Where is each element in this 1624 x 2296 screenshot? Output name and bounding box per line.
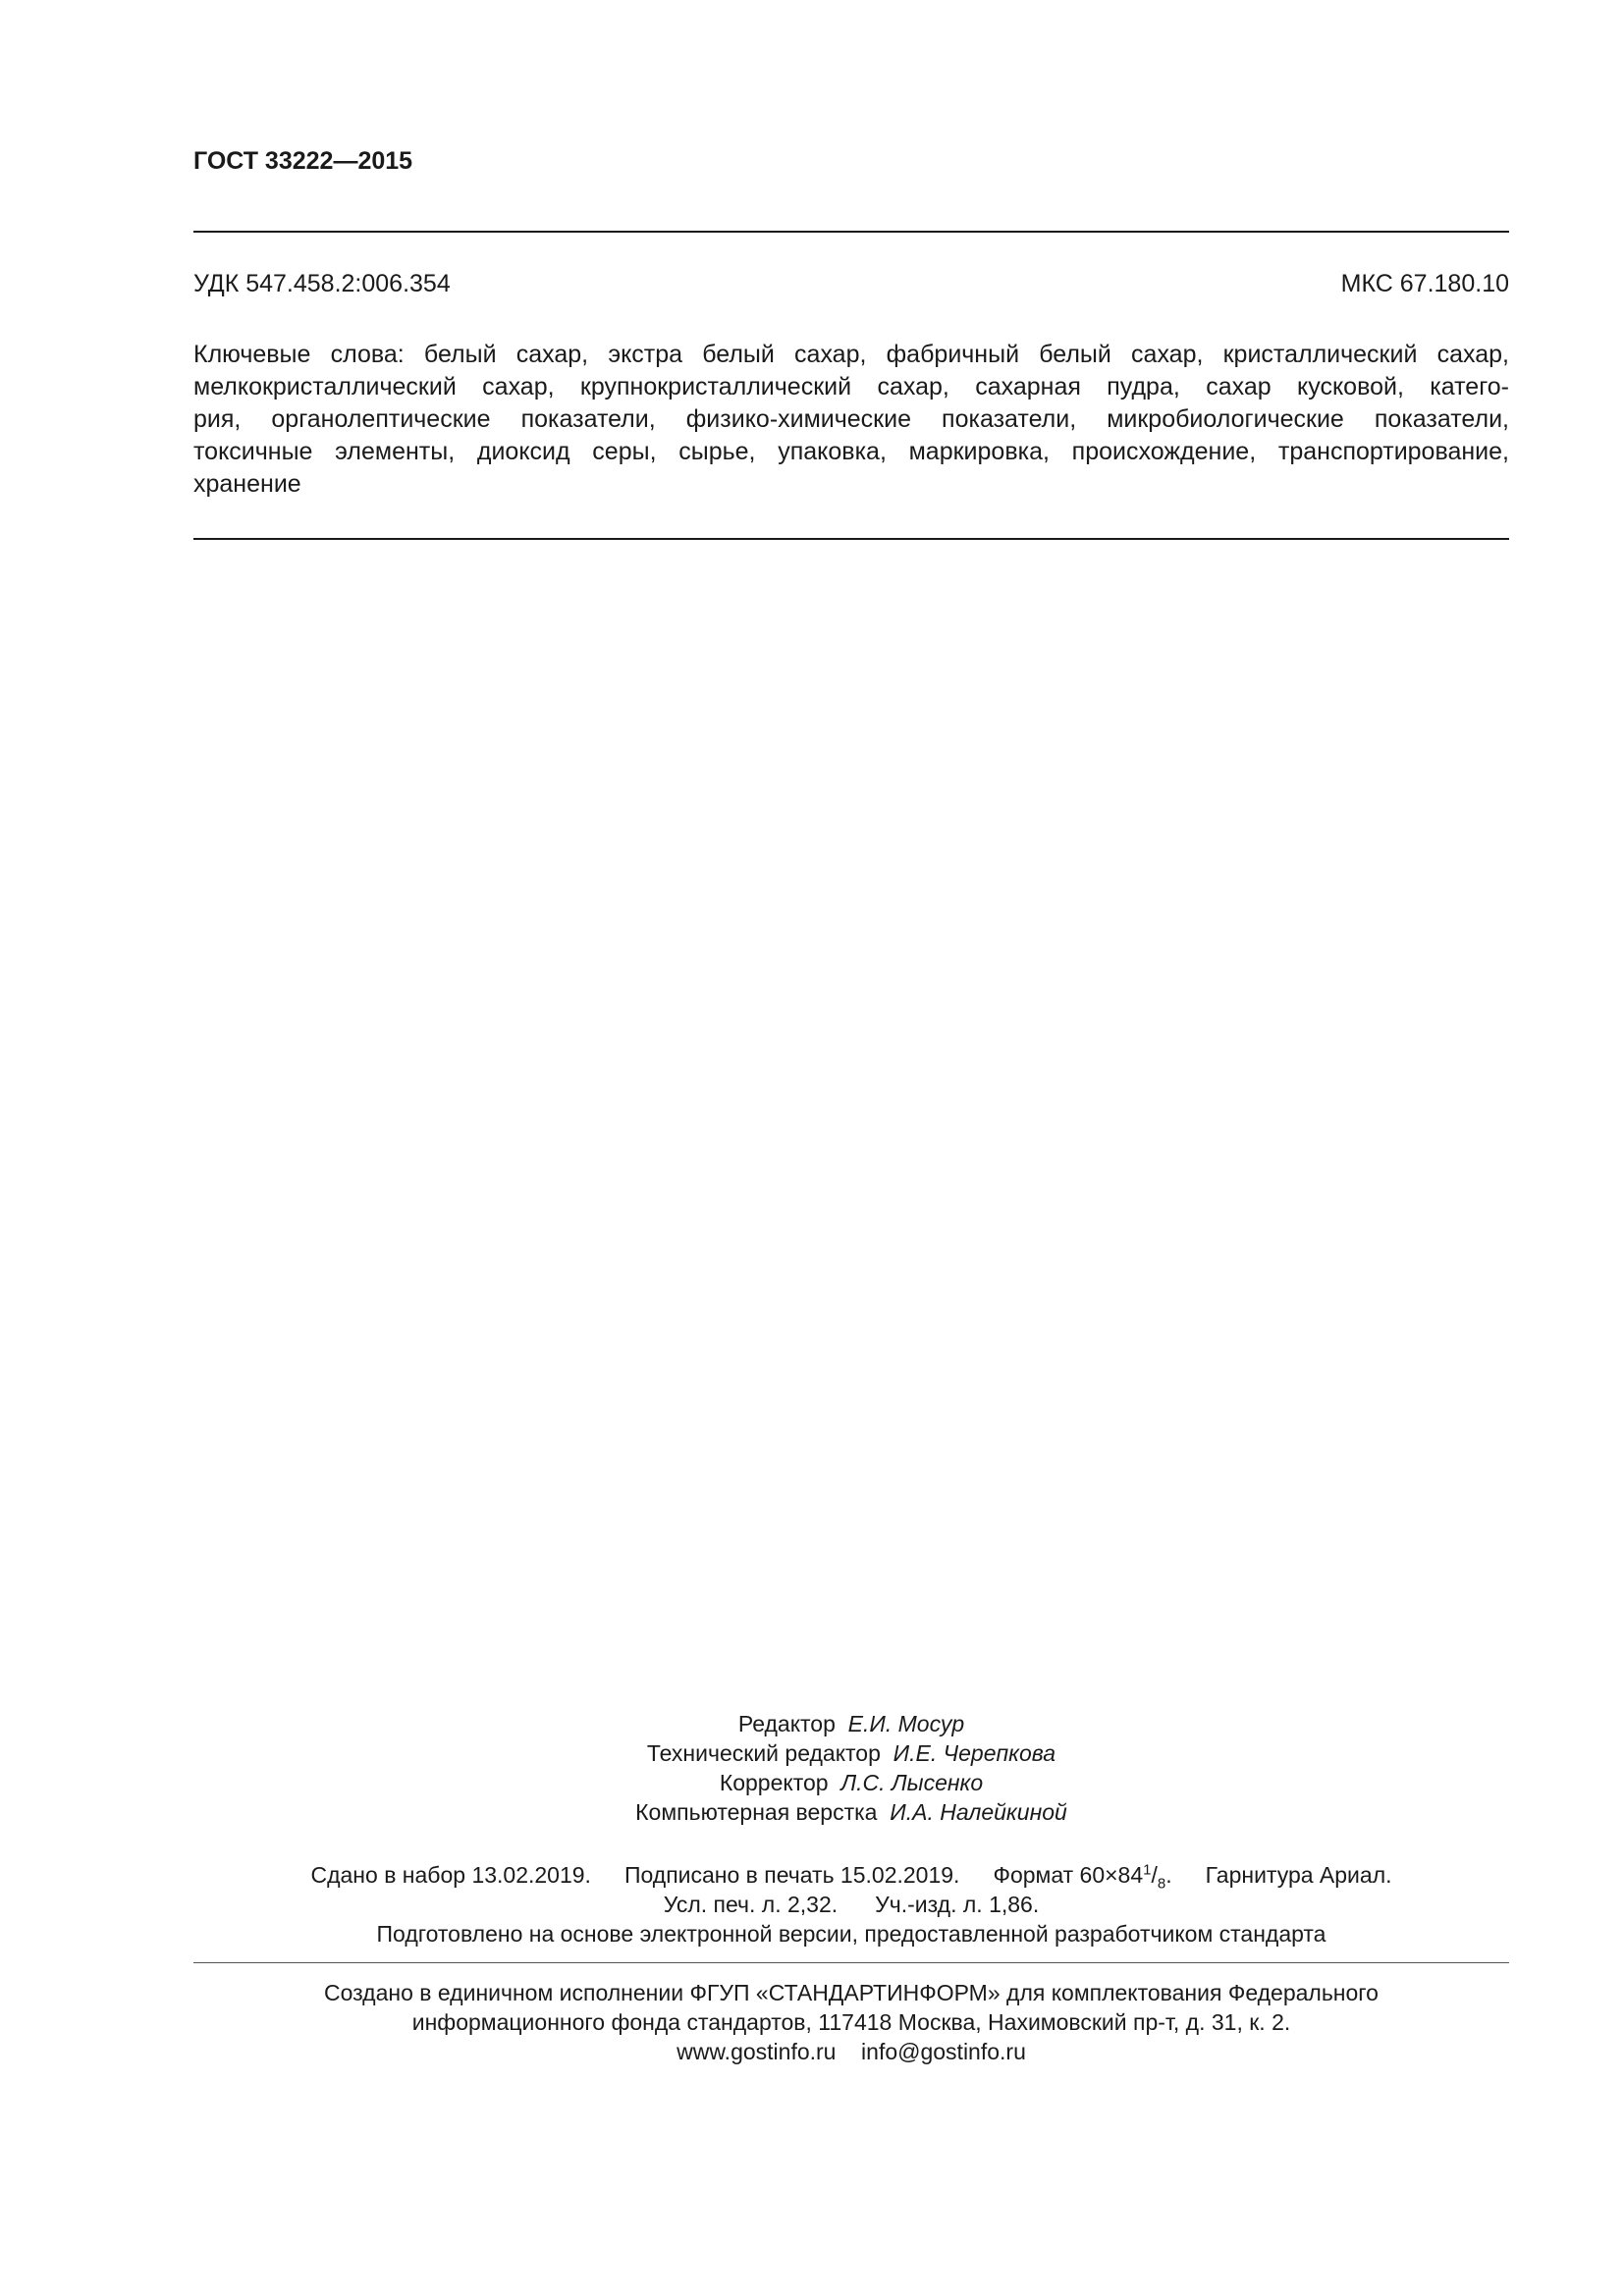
credit-name: Е.И. Мосур: [847, 1711, 965, 1736]
footer-contacts: [193, 2037, 1509, 2066]
typeset-date: Сдано в набор 13.02.2019.: [310, 1862, 591, 1888]
print-sheets: Усл. печ. л. 2,32.: [663, 1892, 839, 1917]
website-link[interactable]: www.gostinfo.ru: [677, 2039, 837, 2064]
credit-tech-editor: [193, 1738, 1509, 1768]
credit-editor: [193, 1709, 1509, 1738]
keywords-line: рия, органолептические показатели, физико-химические показатели, микробиологические показатели,: [193, 405, 1509, 433]
udc-code: УДК 547.458.2:006.354: [193, 270, 451, 297]
document-code: ГОСТ 33222—2015: [193, 147, 413, 175]
footer-block: [193, 1978, 1509, 2066]
paper-format: Формат $60\times 84^1/_8$.: [993, 1861, 1172, 1893]
credit-role: Компьютерная верстка: [635, 1799, 878, 1825]
credit-corrector: [193, 1768, 1509, 1797]
signed-date: Подписано в печать 15.02.2019.: [623, 1862, 960, 1888]
publishing-line-1: [193, 1860, 1509, 1893]
keywords-line: Ключевые слова: белый сахар, экстра белый сахар, фабричный белый сахар, кристаллический сахар,: [193, 341, 1509, 368]
credit-layout: [193, 1797, 1509, 1827]
prepared-note: Подготовлено на основе электронной версии, предоставленной разработчиком стандарта: [376, 1921, 1326, 1947]
publishing-line-2: [193, 1890, 1509, 1919]
credit-role: Технический редактор: [646, 1740, 881, 1766]
typeface: Гарнитура Ариал.: [1205, 1862, 1392, 1888]
publishing-info: [193, 1860, 1509, 1949]
keywords-line: токсичные элементы, диоксид серы, сырье, упаковка, маркировка, происхождение, транспортирование,: [193, 438, 1509, 465]
credit-name: И.Е. Черепкова: [893, 1740, 1056, 1766]
top-divider: [193, 231, 1509, 233]
credit-name: И.А. Налейкиной: [890, 1799, 1067, 1825]
footer-divider: [193, 1962, 1509, 1963]
credit-name: Л.С. Лысенко: [840, 1770, 984, 1795]
credits-block: [193, 1709, 1509, 1827]
footer-line-2: информационного фонда стандартов, 117418 Москва, Нахимовский пр-т, д. 31, к. 2.: [411, 2009, 1291, 2035]
credit-role: Корректор: [719, 1770, 829, 1795]
keywords-paragraph: [193, 339, 1509, 501]
keywords-line: хранение: [193, 470, 301, 498]
email-link[interactable]: info@gostinfo.ru: [861, 2039, 1026, 2064]
mks-code: МКС 67.180.10: [1340, 270, 1509, 297]
edition-sheets: Уч.-изд. л. 1,86.: [875, 1892, 1040, 1917]
credit-role: Редактор: [737, 1711, 836, 1736]
footer-line-1: Создано в единичном исполнении ФГУП «СТАНДАРТИНФОРМ» для комплектования Федерального: [324, 1980, 1379, 2005]
keywords-divider: [193, 538, 1509, 540]
keywords-line: мелкокристаллический сахар, крупнокристаллический сахар, сахарная пудра, сахар кусковой, катего-: [193, 373, 1509, 400]
